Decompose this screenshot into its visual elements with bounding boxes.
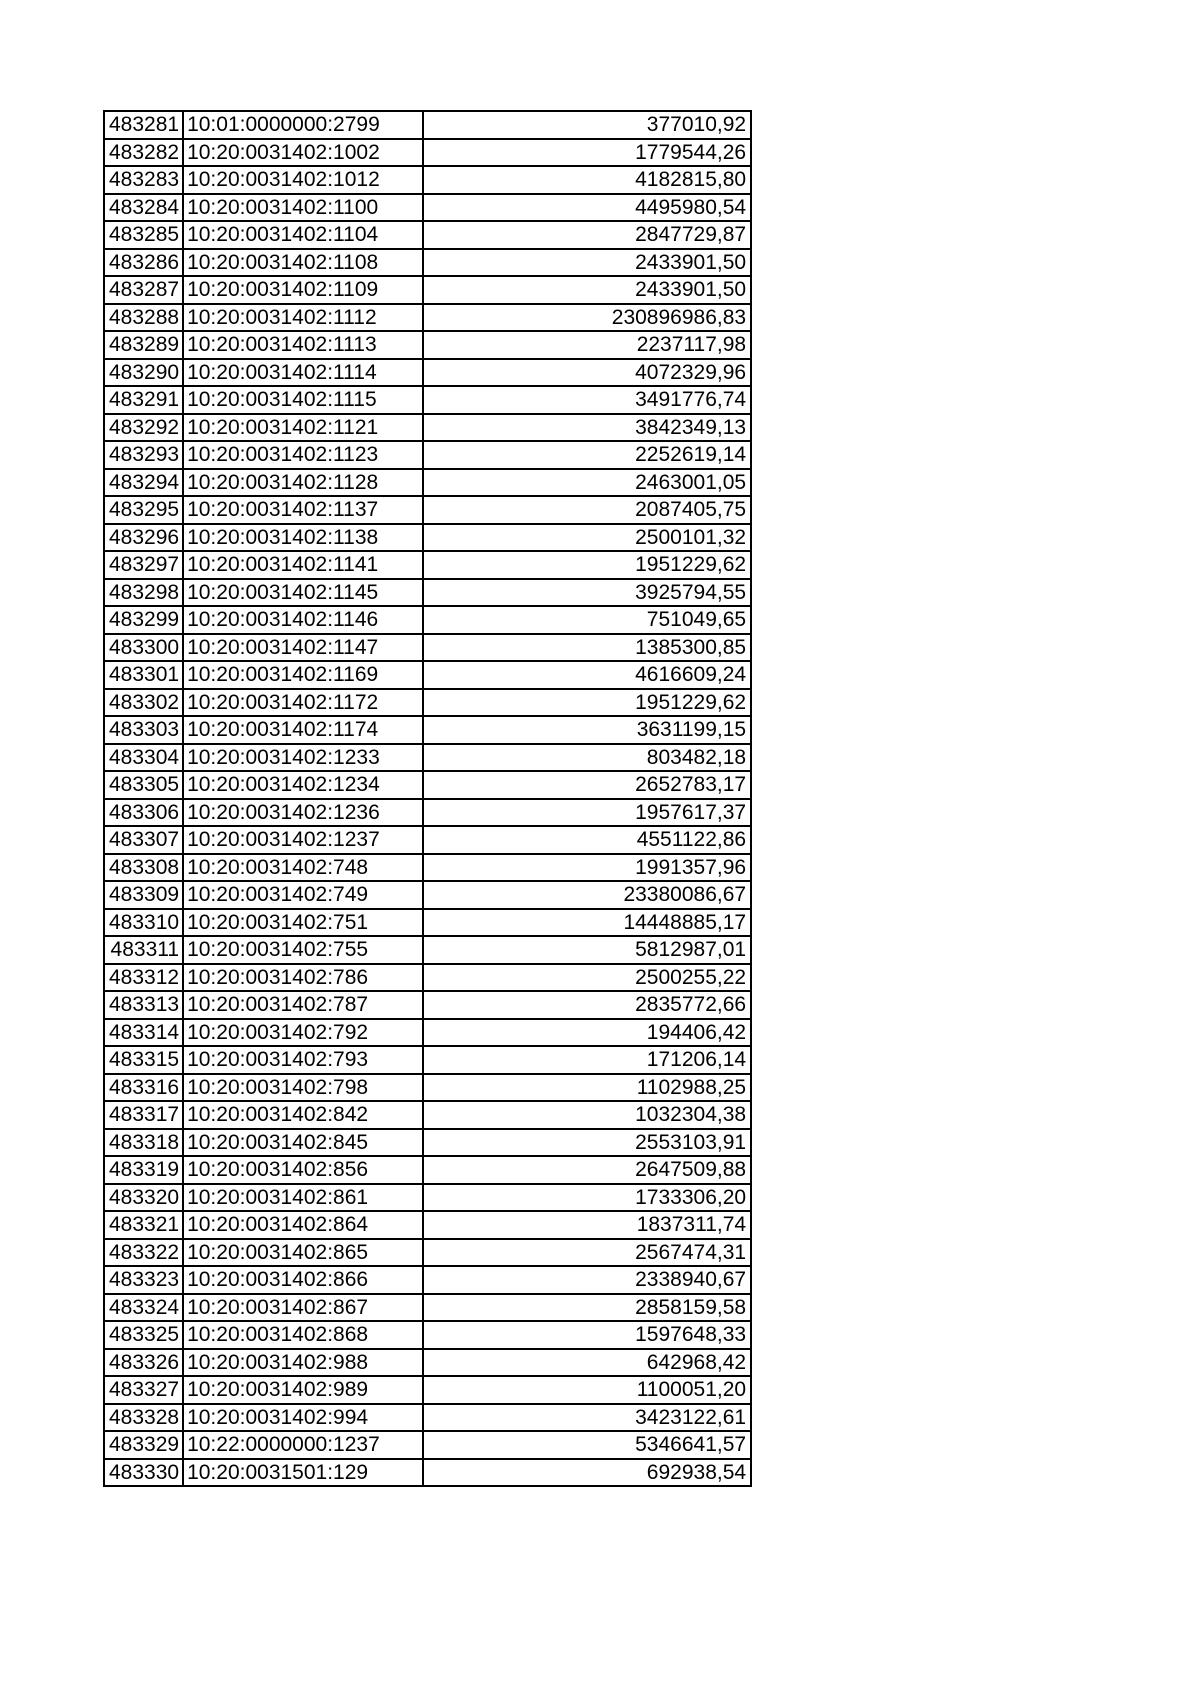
table-row xyxy=(104,1321,751,1349)
table-row xyxy=(104,1404,751,1432)
table-row xyxy=(104,111,751,139)
table-row xyxy=(104,826,751,854)
data-table-container xyxy=(103,110,752,1487)
row-id-cell: 483295 xyxy=(104,496,183,524)
table-row xyxy=(104,1156,751,1184)
cadastral-number-cell: 10:20:0031402:1138 xyxy=(183,524,423,552)
amount-cell: 2237117,98 xyxy=(423,331,751,359)
cadastral-number-cell: 10:20:0031402:1100 xyxy=(183,194,423,222)
row-id-cell: 483322 xyxy=(104,1239,183,1267)
row-id-cell: 483319 xyxy=(104,1156,183,1184)
row-id-cell: 483303 xyxy=(104,716,183,744)
cadastral-number-cell: 10:01:0000000:2799 xyxy=(183,111,423,139)
row-id-cell: 483307 xyxy=(104,826,183,854)
cadastral-number-cell: 10:20:0031402:1237 xyxy=(183,826,423,854)
amount-cell: 4616609,24 xyxy=(423,661,751,689)
cadastral-number-cell: 10:20:0031402:755 xyxy=(183,936,423,964)
cadastral-number-cell: 10:20:0031402:865 xyxy=(183,1239,423,1267)
amount-cell: 3491776,74 xyxy=(423,386,751,414)
table-row xyxy=(104,579,751,607)
row-id-cell: 483293 xyxy=(104,441,183,469)
table-row xyxy=(104,524,751,552)
amount-cell: 3631199,15 xyxy=(423,716,751,744)
table-row xyxy=(104,221,751,249)
row-id-cell: 483299 xyxy=(104,606,183,634)
cadastral-number-cell: 10:20:0031402:1108 xyxy=(183,249,423,277)
amount-cell: 3925794,55 xyxy=(423,579,751,607)
row-id-cell: 483282 xyxy=(104,139,183,167)
row-id-cell: 483327 xyxy=(104,1376,183,1404)
amount-cell: 2500255,22 xyxy=(423,964,751,992)
table-row xyxy=(104,1019,751,1047)
table-row xyxy=(104,1431,751,1459)
cadastral-number-cell: 10:20:0031402:748 xyxy=(183,854,423,882)
row-id-cell: 483330 xyxy=(104,1459,183,1487)
table-row xyxy=(104,194,751,222)
table-row xyxy=(104,716,751,744)
cadastral-number-cell: 10:20:0031402:866 xyxy=(183,1266,423,1294)
amount-cell: 2567474,31 xyxy=(423,1239,751,1267)
row-id-cell: 483296 xyxy=(104,524,183,552)
row-id-cell: 483294 xyxy=(104,469,183,497)
amount-cell: 14448885,17 xyxy=(423,909,751,937)
row-id-cell: 483286 xyxy=(104,249,183,277)
cadastral-number-cell: 10:20:0031402:1121 xyxy=(183,414,423,442)
amount-cell: 2835772,66 xyxy=(423,991,751,1019)
amount-cell: 1733306,20 xyxy=(423,1184,751,1212)
cadastral-number-cell: 10:20:0031402:867 xyxy=(183,1294,423,1322)
table-row xyxy=(104,359,751,387)
row-id-cell: 483315 xyxy=(104,1046,183,1074)
row-id-cell: 483329 xyxy=(104,1431,183,1459)
table-row xyxy=(104,331,751,359)
table-row xyxy=(104,1101,751,1129)
row-id-cell: 483314 xyxy=(104,1019,183,1047)
cadastral-number-cell: 10:20:0031402:989 xyxy=(183,1376,423,1404)
table-row xyxy=(104,166,751,194)
table-row xyxy=(104,441,751,469)
amount-cell: 5812987,01 xyxy=(423,936,751,964)
cadastral-number-cell: 10:20:0031402:798 xyxy=(183,1074,423,1102)
cadastral-number-cell: 10:20:0031402:864 xyxy=(183,1211,423,1239)
amount-cell: 2647509,88 xyxy=(423,1156,751,1184)
amount-cell: 4182815,80 xyxy=(423,166,751,194)
amount-cell: 1032304,38 xyxy=(423,1101,751,1129)
amount-cell: 2847729,87 xyxy=(423,221,751,249)
row-id-cell: 483300 xyxy=(104,634,183,662)
amount-cell: 2252619,14 xyxy=(423,441,751,469)
amount-cell: 803482,18 xyxy=(423,744,751,772)
table-row xyxy=(104,744,751,772)
table-row xyxy=(104,771,751,799)
row-id-cell: 483311 xyxy=(104,936,183,964)
table-row xyxy=(104,1239,751,1267)
cadastral-number-cell: 10:20:0031402:1169 xyxy=(183,661,423,689)
amount-cell: 3423122,61 xyxy=(423,1404,751,1432)
amount-cell: 2087405,75 xyxy=(423,496,751,524)
table-row xyxy=(104,661,751,689)
amount-cell: 692938,54 xyxy=(423,1459,751,1487)
cadastral-number-cell: 10:20:0031402:988 xyxy=(183,1349,423,1377)
row-id-cell: 483281 xyxy=(104,111,183,139)
row-id-cell: 483323 xyxy=(104,1266,183,1294)
amount-cell: 230896986,83 xyxy=(423,304,751,332)
cadastral-number-cell: 10:20:0031402:792 xyxy=(183,1019,423,1047)
cadastral-number-cell: 10:20:0031402:1141 xyxy=(183,551,423,579)
cadastral-number-cell: 10:20:0031402:749 xyxy=(183,881,423,909)
cadastral-number-cell: 10:20:0031402:861 xyxy=(183,1184,423,1212)
cadastral-number-cell: 10:20:0031402:1123 xyxy=(183,441,423,469)
amount-cell: 2338940,67 xyxy=(423,1266,751,1294)
row-id-cell: 483320 xyxy=(104,1184,183,1212)
cadastral-number-cell: 10:20:0031402:1233 xyxy=(183,744,423,772)
row-id-cell: 483328 xyxy=(104,1404,183,1432)
amount-cell: 1597648,33 xyxy=(423,1321,751,1349)
amount-cell: 3842349,13 xyxy=(423,414,751,442)
table-row xyxy=(104,1459,751,1487)
table-body xyxy=(104,111,751,1486)
table-row xyxy=(104,634,751,662)
row-id-cell: 483288 xyxy=(104,304,183,332)
row-id-cell: 483284 xyxy=(104,194,183,222)
cadastral-number-cell: 10:20:0031402:793 xyxy=(183,1046,423,1074)
row-id-cell: 483308 xyxy=(104,854,183,882)
amount-cell: 1102988,25 xyxy=(423,1074,751,1102)
cadastral-number-cell: 10:20:0031402:1012 xyxy=(183,166,423,194)
cadastral-number-cell: 10:20:0031402:1109 xyxy=(183,276,423,304)
row-id-cell: 483316 xyxy=(104,1074,183,1102)
row-id-cell: 483325 xyxy=(104,1321,183,1349)
table-row xyxy=(104,799,751,827)
amount-cell: 194406,42 xyxy=(423,1019,751,1047)
cadastral-number-cell: 10:20:0031402:994 xyxy=(183,1404,423,1432)
amount-cell: 377010,92 xyxy=(423,111,751,139)
row-id-cell: 483285 xyxy=(104,221,183,249)
cadastral-number-cell: 10:20:0031402:842 xyxy=(183,1101,423,1129)
cadastral-number-cell: 10:20:0031402:787 xyxy=(183,991,423,1019)
cadastral-number-cell: 10:20:0031402:1115 xyxy=(183,386,423,414)
table-row xyxy=(104,304,751,332)
table-row xyxy=(104,1129,751,1157)
cadastral-number-cell: 10:20:0031402:845 xyxy=(183,1129,423,1157)
cadastral-number-cell: 10:20:0031402:1234 xyxy=(183,771,423,799)
cadastral-number-cell: 10:20:0031402:786 xyxy=(183,964,423,992)
table-row xyxy=(104,469,751,497)
amount-cell: 4072329,96 xyxy=(423,359,751,387)
cadastral-number-cell: 10:20:0031402:856 xyxy=(183,1156,423,1184)
table-row xyxy=(104,249,751,277)
row-id-cell: 483313 xyxy=(104,991,183,1019)
row-id-cell: 483289 xyxy=(104,331,183,359)
row-id-cell: 483321 xyxy=(104,1211,183,1239)
row-id-cell: 483305 xyxy=(104,771,183,799)
amount-cell: 2433901,50 xyxy=(423,249,751,277)
table-row xyxy=(104,386,751,414)
cadastral-number-cell: 10:20:0031402:1174 xyxy=(183,716,423,744)
table-row xyxy=(104,689,751,717)
amount-cell: 2433901,50 xyxy=(423,276,751,304)
amount-cell: 1837311,74 xyxy=(423,1211,751,1239)
table-row xyxy=(104,991,751,1019)
table-row xyxy=(104,1074,751,1102)
table-row xyxy=(104,881,751,909)
amount-cell: 2500101,32 xyxy=(423,524,751,552)
row-id-cell: 483324 xyxy=(104,1294,183,1322)
table-row xyxy=(104,551,751,579)
table-row xyxy=(104,414,751,442)
amount-cell: 642968,42 xyxy=(423,1349,751,1377)
amount-cell: 1951229,62 xyxy=(423,689,751,717)
amount-cell: 1100051,20 xyxy=(423,1376,751,1404)
cadastral-number-cell: 10:20:0031402:1114 xyxy=(183,359,423,387)
amount-cell: 4551122,86 xyxy=(423,826,751,854)
table-row xyxy=(104,909,751,937)
amount-cell: 2553103,91 xyxy=(423,1129,751,1157)
data-table xyxy=(103,110,752,1487)
cadastral-number-cell: 10:20:0031402:868 xyxy=(183,1321,423,1349)
table-row xyxy=(104,1376,751,1404)
table-row xyxy=(104,1184,751,1212)
amount-cell: 23380086,67 xyxy=(423,881,751,909)
amount-cell: 751049,65 xyxy=(423,606,751,634)
table-row xyxy=(104,1349,751,1377)
cadastral-number-cell: 10:20:0031402:1128 xyxy=(183,469,423,497)
row-id-cell: 483326 xyxy=(104,1349,183,1377)
cadastral-number-cell: 10:20:0031402:1145 xyxy=(183,579,423,607)
table-row xyxy=(104,964,751,992)
row-id-cell: 483297 xyxy=(104,551,183,579)
table-row xyxy=(104,854,751,882)
row-id-cell: 483304 xyxy=(104,744,183,772)
amount-cell: 1779544,26 xyxy=(423,139,751,167)
cadastral-number-cell: 10:20:0031402:1236 xyxy=(183,799,423,827)
table-row xyxy=(104,1294,751,1322)
table-row xyxy=(104,936,751,964)
table-row xyxy=(104,1266,751,1294)
table-row xyxy=(104,1046,751,1074)
cadastral-number-cell: 10:20:0031402:1104 xyxy=(183,221,423,249)
cadastral-number-cell: 10:20:0031402:1113 xyxy=(183,331,423,359)
cadastral-number-cell: 10:20:0031402:1002 xyxy=(183,139,423,167)
amount-cell: 2858159,58 xyxy=(423,1294,751,1322)
cadastral-number-cell: 10:20:0031402:751 xyxy=(183,909,423,937)
row-id-cell: 483298 xyxy=(104,579,183,607)
amount-cell: 4495980,54 xyxy=(423,194,751,222)
amount-cell: 1957617,37 xyxy=(423,799,751,827)
row-id-cell: 483310 xyxy=(104,909,183,937)
table-row xyxy=(104,1211,751,1239)
row-id-cell: 483306 xyxy=(104,799,183,827)
table-row xyxy=(104,276,751,304)
amount-cell: 2652783,17 xyxy=(423,771,751,799)
cadastral-number-cell: 10:20:0031402:1147 xyxy=(183,634,423,662)
amount-cell: 5346641,57 xyxy=(423,1431,751,1459)
row-id-cell: 483283 xyxy=(104,166,183,194)
cadastral-number-cell: 10:20:0031501:129 xyxy=(183,1459,423,1487)
row-id-cell: 483302 xyxy=(104,689,183,717)
cadastral-number-cell: 10:20:0031402:1172 xyxy=(183,689,423,717)
amount-cell: 2463001,05 xyxy=(423,469,751,497)
cadastral-number-cell: 10:20:0031402:1146 xyxy=(183,606,423,634)
cadastral-number-cell: 10:20:0031402:1137 xyxy=(183,496,423,524)
cadastral-number-cell: 10:20:0031402:1112 xyxy=(183,304,423,332)
table-row xyxy=(104,606,751,634)
amount-cell: 1991357,96 xyxy=(423,854,751,882)
row-id-cell: 483317 xyxy=(104,1101,183,1129)
row-id-cell: 483290 xyxy=(104,359,183,387)
row-id-cell: 483287 xyxy=(104,276,183,304)
row-id-cell: 483312 xyxy=(104,964,183,992)
row-id-cell: 483291 xyxy=(104,386,183,414)
amount-cell: 1951229,62 xyxy=(423,551,751,579)
amount-cell: 1385300,85 xyxy=(423,634,751,662)
table-row xyxy=(104,496,751,524)
amount-cell: 171206,14 xyxy=(423,1046,751,1074)
row-id-cell: 483292 xyxy=(104,414,183,442)
row-id-cell: 483301 xyxy=(104,661,183,689)
cadastral-number-cell: 10:22:0000000:1237 xyxy=(183,1431,423,1459)
row-id-cell: 483309 xyxy=(104,881,183,909)
row-id-cell: 483318 xyxy=(104,1129,183,1157)
table-row xyxy=(104,139,751,167)
